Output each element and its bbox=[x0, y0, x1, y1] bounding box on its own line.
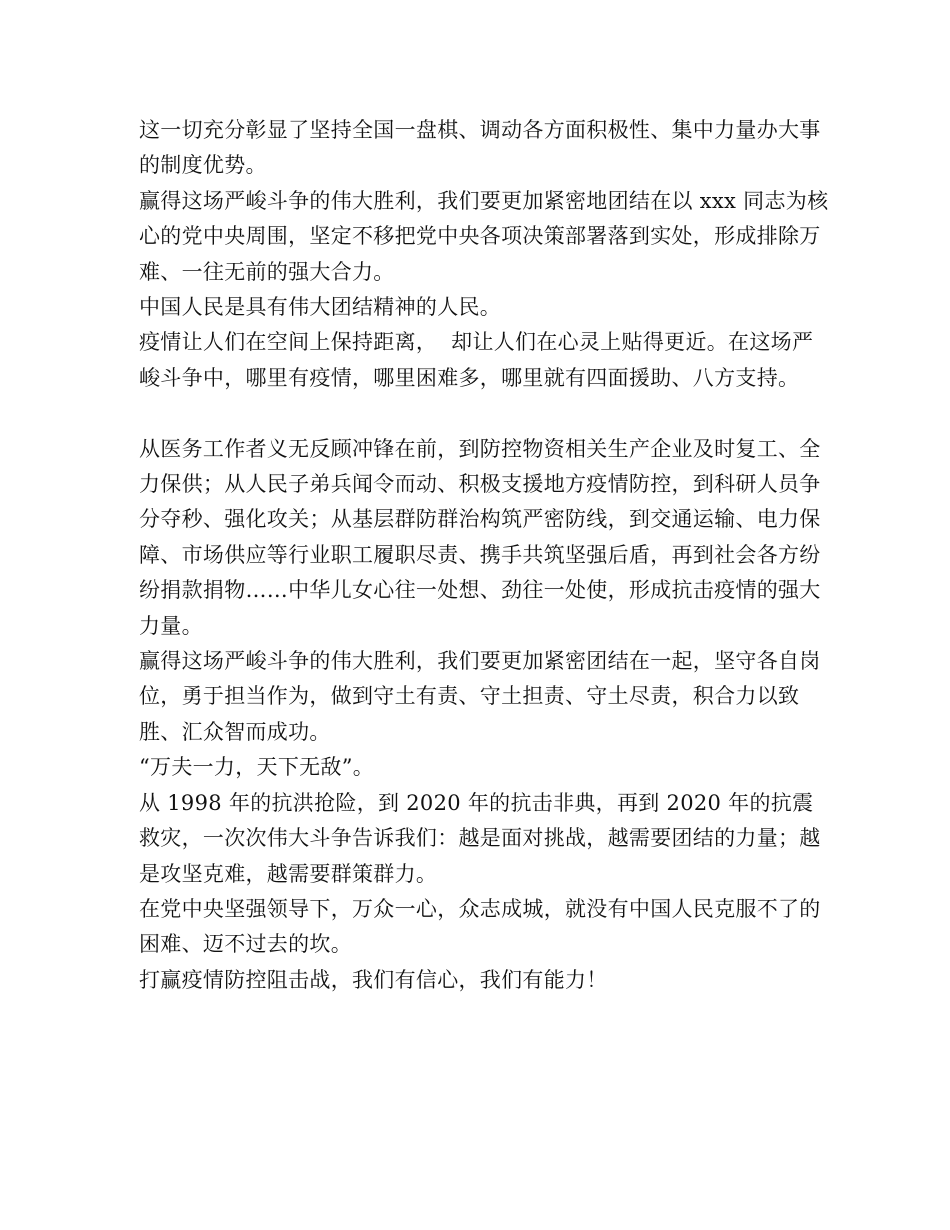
paragraph-1: 这一切充分彰显了坚持全国一盘棋、调动各方面积极性、集中力量办大事的制度优势。 bbox=[139, 118, 821, 178]
paragraph-6: 赢得这场严峻斗争的伟大胜利，我们要更加紧密团结在一起，坚守各自岗位，勇于担当作为，做到守土有责、守土担责、守土尽责，积合力以致胜、汇众智而成功。 bbox=[139, 649, 821, 744]
paragraph-gap bbox=[139, 396, 829, 431]
paragraph-5: 从医务工作者义无反顾冲锋在前，到防控物资相关生产企业及时复工、全力保供；从人民子弟兵闻令而动、积极支援地方疫情防控，到科研人员争分夺秒、强化攻关；从基层群防群治构筑严密防线，到交通运输、电力保障、市场供应等行业职工履职尽责、携手共筑坚强后盾，再到社会各方纷纷捐款捐物……中华儿女心往一处想、劲往一处使，形成抗击疫情的强大力量。 bbox=[139, 436, 821, 638]
paragraph-3: 中国人民是具有伟大团结精神的人民。 bbox=[139, 295, 502, 320]
paragraph-10: 打赢疫情防控阻击战，我们有信心，我们有能力！ bbox=[139, 967, 608, 992]
paragraph-2: 赢得这场严峻斗争的伟大胜利，我们要更加紧密地团结在以 xxx 同志为核心的党中央周围，坚定不移把党中央各项决策部署落到实处，形成排除万难、一往无前的强大合力。 bbox=[139, 188, 829, 284]
paragraph-4: 疫情让人们在空间上保持距离， 却让人们在心灵上贴得更近。在这场严峻斗争中，哪里有疫情，哪里困难多，哪里就有四面援助、八方支持。 bbox=[139, 330, 814, 390]
paragraph-9: 在党中央坚强领导下，万众一心，众志成城，就没有中国人民克服不了的困难、迈不过去的坎。 bbox=[139, 896, 821, 957]
paragraph-8: 从 1998 年的抗洪抢险，到 2020 年的抗击非典，再到 2020 年的抗震救灾，一次次伟大斗争告诉我们：越是面对挑战，越需要团结的力量；越是攻坚克难，越需要群策群力。 bbox=[139, 790, 821, 886]
paragraph-7: “万夫一力，天下无敌”。 bbox=[139, 755, 375, 780]
document-body bbox=[139, 113, 829, 998]
